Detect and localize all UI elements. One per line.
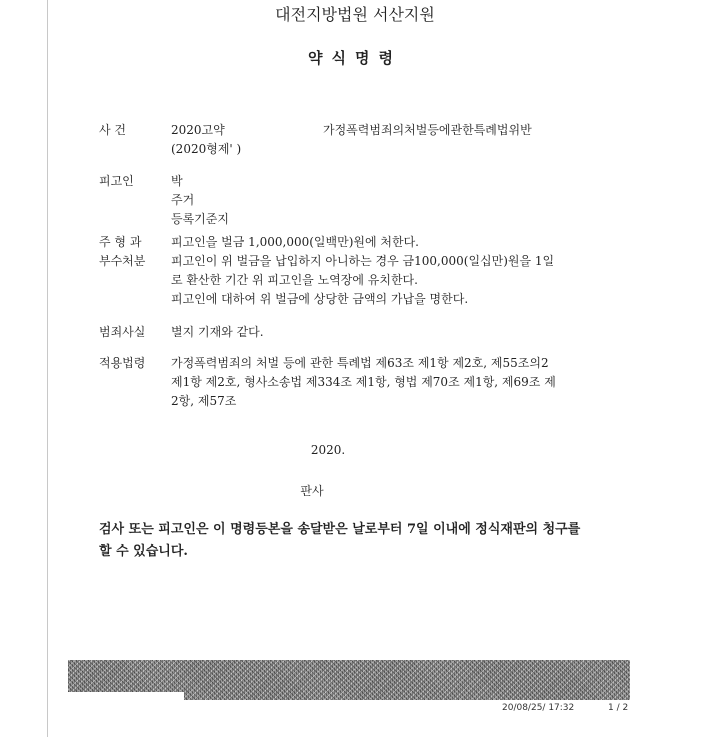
barcode-notch: [68, 692, 184, 701]
prosecution-number: (2020형제' ): [171, 142, 242, 156]
sentence-label-line1: 주 형 과: [99, 235, 142, 249]
statute-line: 제1항 제2호, 형사소송법 제334조 제1항, 형법 제70조 제1항, 제69조 제: [171, 375, 556, 389]
sentence-label: [99, 233, 165, 271]
statute-line: 2항, 제57조: [171, 394, 237, 408]
sentence-line: 피고인이 위 벌금을 납입하지 아니하는 경우 금100,000(일십만)원을 1일: [171, 254, 555, 268]
page-margin-line: [47, 0, 48, 737]
judge-label: 판사: [300, 484, 324, 498]
case-number: 2020고약: [171, 123, 225, 137]
defendant-name: 박: [171, 174, 183, 188]
facts-body: [171, 323, 264, 342]
case-body: [171, 121, 532, 159]
sentence-label-line2: 부수처분: [99, 254, 146, 268]
sentence-line: 피고인에 대하여 위 벌금에 상당한 금액의 가납을 명한다.: [171, 292, 469, 306]
statutes-body: [171, 354, 556, 411]
statutes-label: 적용법령: [99, 356, 146, 370]
case-charge: 가정폭력범죄의처벌등에관한특례법위반: [323, 123, 532, 137]
notice-line: 검사 또는 피고인은 이 명령등본을 송달받은 날로부터 7일 이내에 정식재판의 청구를: [99, 522, 581, 537]
sentence-line: 피고인을 벌금 1,000,000(일백만)원에 처한다.: [171, 235, 419, 249]
sentence-body: [171, 233, 554, 309]
defendant-registered-label: 등록기준지: [171, 212, 229, 226]
document-title: 약식명령: [308, 49, 402, 67]
notice-line: 할 수 있습니다.: [99, 544, 188, 559]
defendant-label: 피고인: [99, 174, 134, 188]
appeal-notice: [99, 519, 609, 563]
facts-text: 별지 기재와 같다.: [171, 325, 264, 339]
defendant-address-label: 주거: [171, 193, 195, 207]
sentence-line: 로 환산한 기간 위 피고인을 노역장에 유치한다.: [171, 273, 418, 287]
case-label: 사 건: [99, 123, 126, 137]
issue-date: 2020.: [310, 443, 346, 457]
statute-line: 가정폭력범죄의 처벌 등에 관한 특례법 제63조 제1항 제2호, 제55조의2: [171, 356, 549, 370]
court-name: 대전지방법원 서산지원: [275, 5, 435, 24]
facts-label: 범죄사실: [99, 325, 146, 339]
print-timestamp: 20/08/25/ 17:32: [502, 703, 575, 713]
defendant-body: [171, 172, 229, 229]
page-number: 1 / 2: [608, 703, 629, 713]
